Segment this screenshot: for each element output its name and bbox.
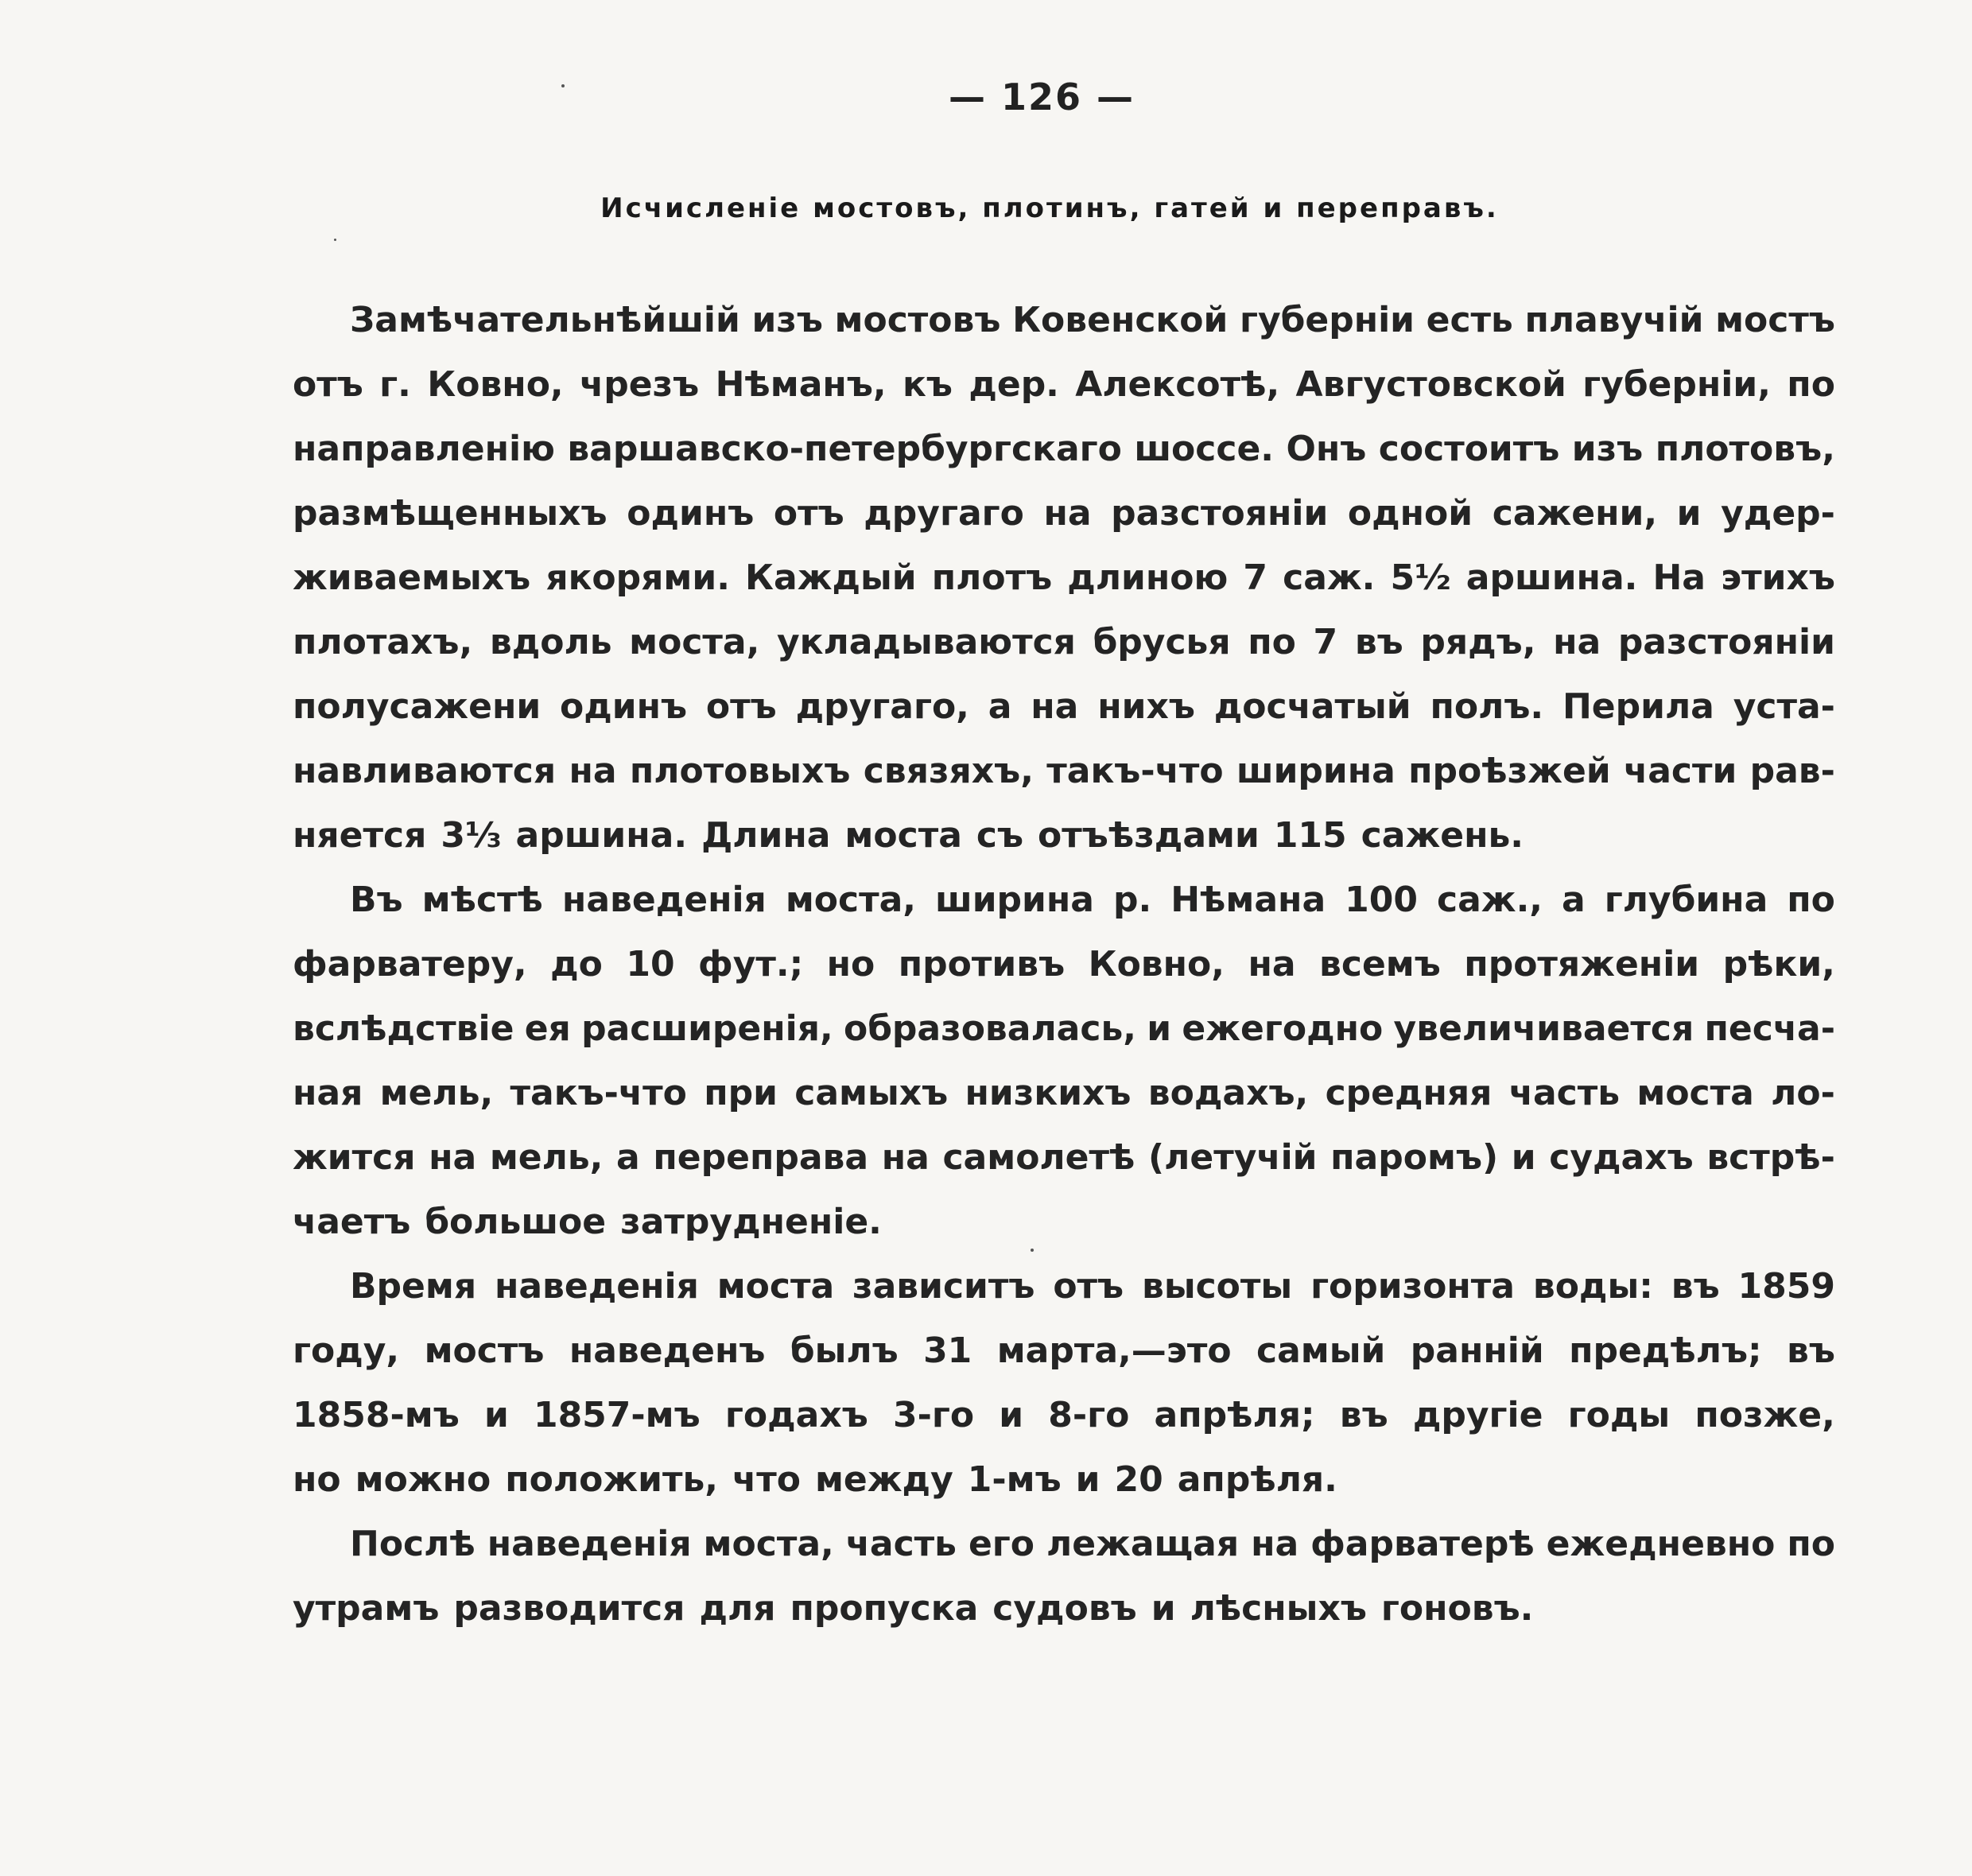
text-line: живаемыхъ якорями. Каждый плотъ длиною 7 саж. 5½ аршина. На этихъ [293,557,1835,598]
text-line: Послѣ наведенія моста, часть его лежащая на фарватерѣ ежедневно по [350,1524,1835,1564]
text-line: Время наведенія моста зависитъ отъ высоты горизонта воды: въ 1859 [350,1266,1835,1307]
scan-speck [561,84,565,87]
text-line: полусажени одинъ отъ другаго, а на нихъ досчатый полъ. Перила уста- [293,686,1835,727]
text-line: но можно положить, что между 1-мъ и 20 апрѣля. [293,1459,1337,1500]
scan-speck [1031,1249,1034,1252]
scan-speck [334,239,336,241]
text-line: чаетъ большое затрудненіе. [293,1202,882,1242]
text-line: направленію варшавско-петербургскаго шоссе. Онъ состоитъ изъ плотовъ, [293,429,1835,469]
text-line: фарватеру, до 10 фут.; но противъ Ковно, на всемъ протяженіи рѣки, [293,944,1835,985]
text-line: жится на мель, а переправа на самолетѣ (летучій паромъ) и судахъ встрѣ- [293,1137,1835,1178]
section-title: Исчисленіе мостовъ, плотинъ, гатей и переправъ. [600,192,1499,224]
text-line: Въ мѣстѣ наведенія моста, ширина р. Нѣмана 100 саж., а глубина по [350,880,1835,920]
text-line: отъ г. Ковно, чрезъ Нѣманъ, къ дер. Алексотѣ, Августовской губерніи, по [293,364,1835,405]
text-line: 1858-мъ и 1857-мъ годахъ 3-го и 8-го апрѣля; въ другіе годы позже, [293,1395,1835,1435]
text-line: вслѣдствіе ея расширенія, образовалась, и ежегодно увеличивается песча- [293,1008,1835,1049]
page-number: — 126 — [948,76,1135,118]
text-line: плотахъ, вдоль моста, укладываются брусья по 7 въ рядъ, на разстояніи [293,622,1835,662]
text-line: няется 3⅓ аршина. Длина моста съ отъѣздами 115 сажень. [293,815,1524,856]
text-line: размѣщенныхъ одинъ отъ другаго на разстояніи одной сажени, и удер- [293,493,1835,534]
body-text [293,288,1835,1641]
text-line: ная мель, такъ-что при самыхъ низкихъ водахъ, средняя часть моста ло- [293,1073,1835,1113]
text-line: навливаются на плотовыхъ связяхъ, такъ-что ширина проѣзжей части рав- [293,751,1835,791]
text-line: Замѣчательнѣйшій изъ мостовъ Ковенской губерніи есть плавучій мостъ [350,300,1835,340]
text-line: утрамъ разводится для пропуска судовъ и лѣсныхъ гоновъ. [293,1588,1534,1629]
text-line: году, мостъ наведенъ былъ 31 марта,—это самый ранній предѣлъ; въ [293,1330,1835,1371]
